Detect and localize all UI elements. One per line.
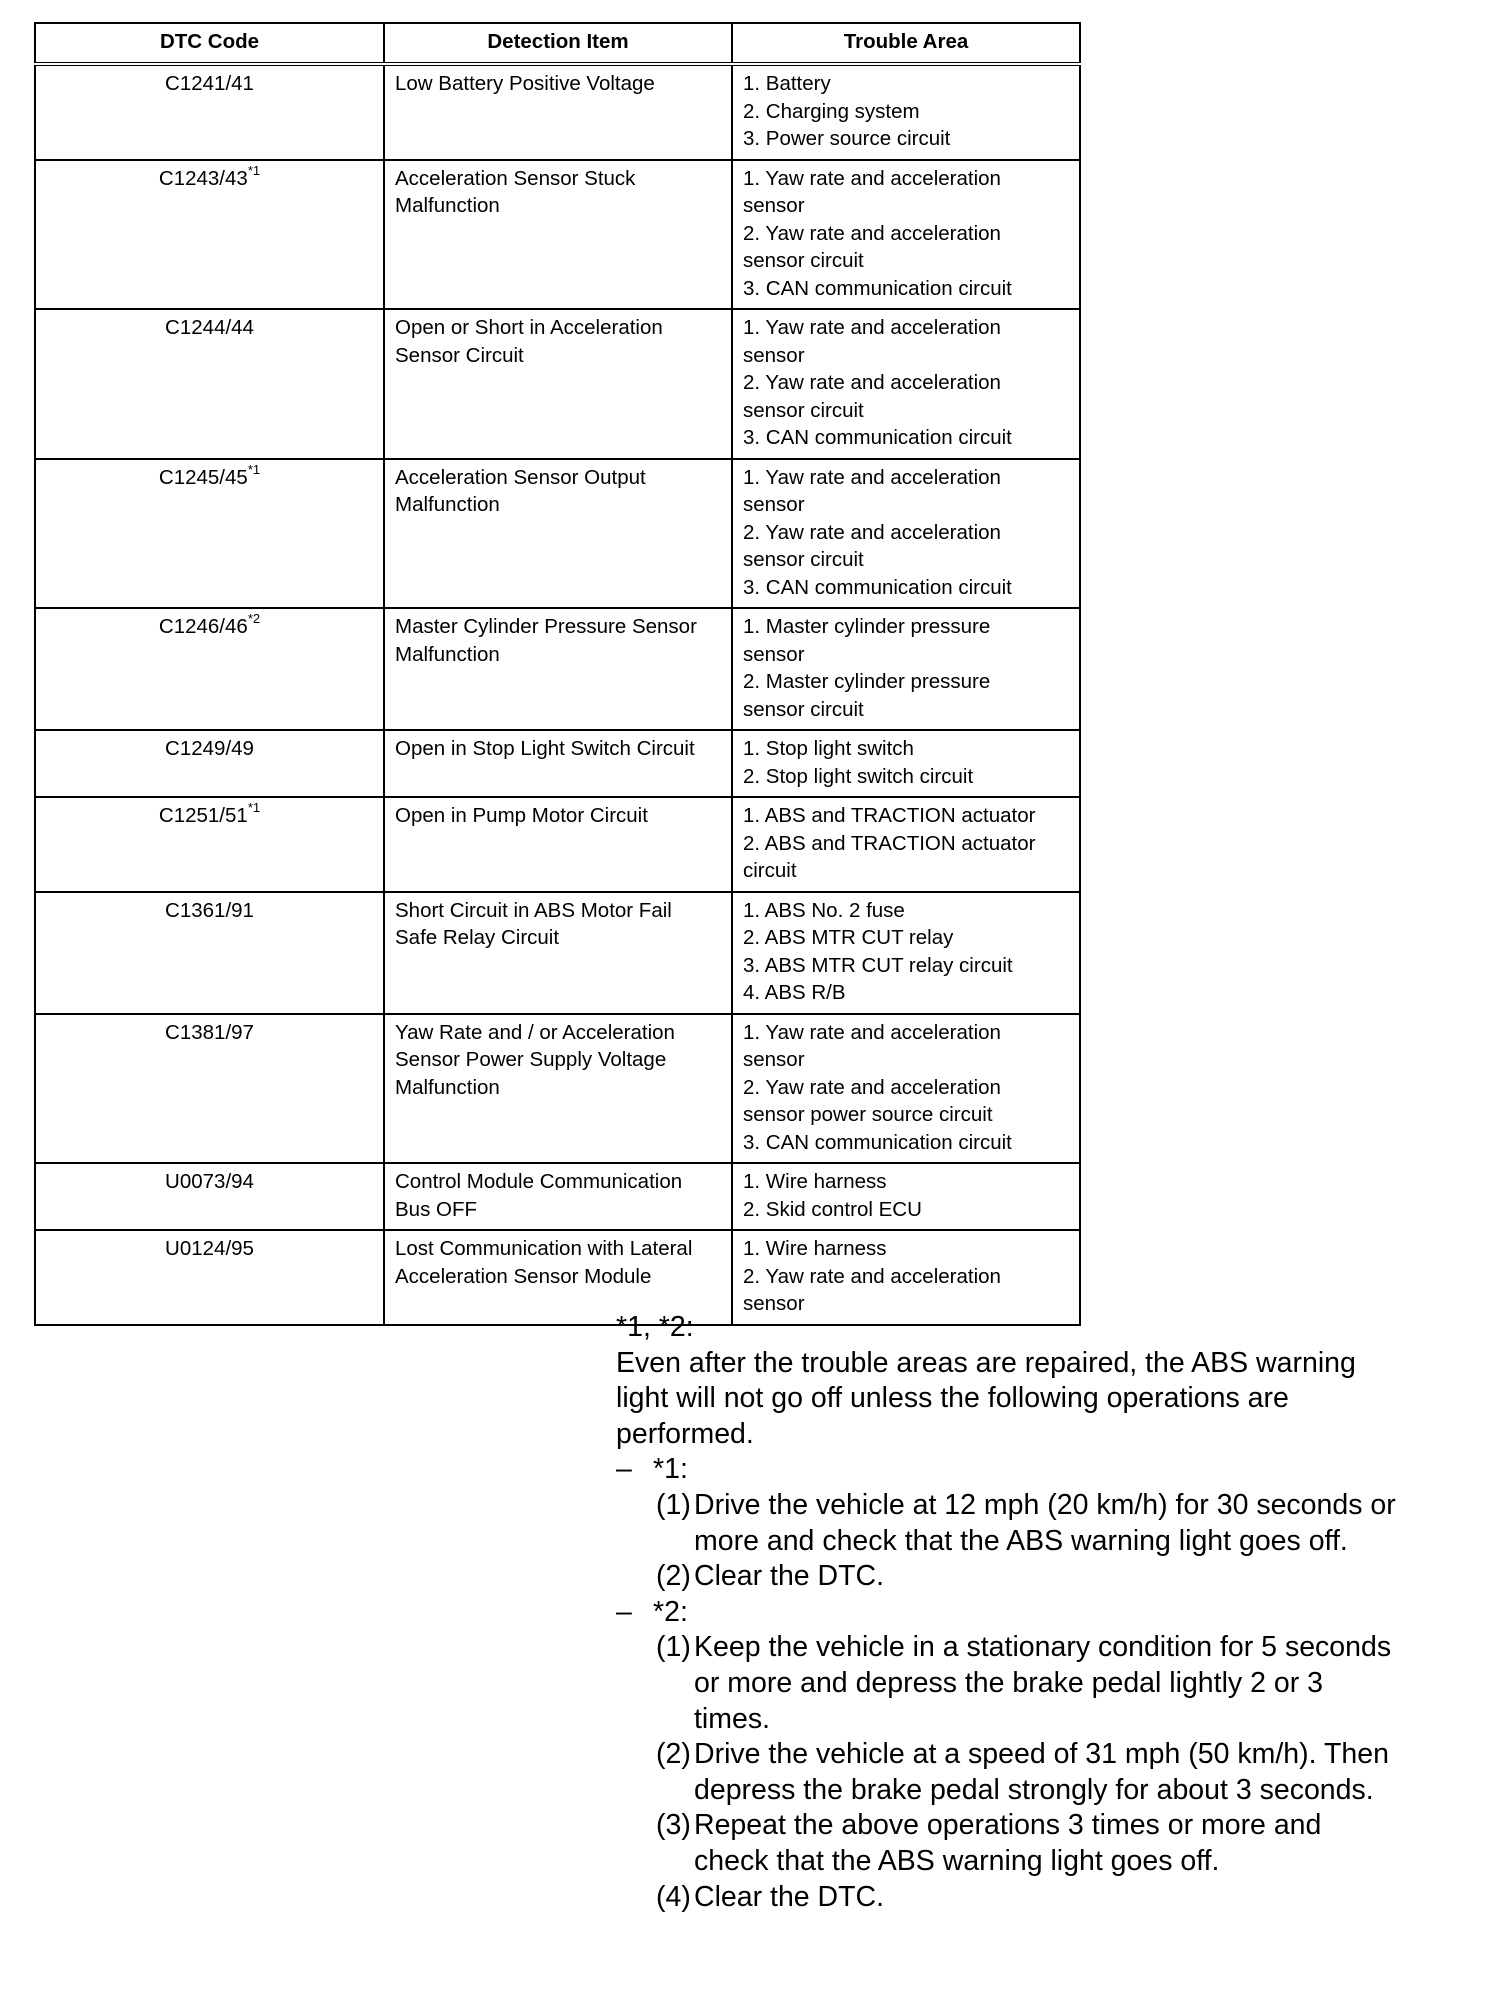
footnote-marker: *1 xyxy=(247,461,261,477)
procedure-step-line xyxy=(616,1808,1476,1844)
footnote-group xyxy=(616,1452,1476,1594)
detection-item-line: Yaw Rate and / or Acceleration xyxy=(395,1020,675,1044)
trouble-area-line: 2. Skid control ECU xyxy=(743,1197,922,1221)
step-number: (1) xyxy=(656,1488,691,1521)
table-header-row xyxy=(35,23,1080,64)
step-text: Clear the DTC. xyxy=(694,1560,885,1593)
dtc-code: C1244/44 xyxy=(165,316,254,339)
step-text: more and check that the ABS warning light goes off. xyxy=(694,1524,1348,1557)
detection-item-cell xyxy=(384,459,732,609)
footnote-group-label xyxy=(616,1452,1476,1488)
procedure-step-line xyxy=(616,1702,1476,1738)
footnote-intro-line: light will not go off unless the following operations are xyxy=(616,1382,1289,1415)
step-text: times. xyxy=(694,1702,771,1735)
footnote-group-marker: *1: xyxy=(653,1453,688,1486)
step-text: or more and depress the brake pedal lightly 2 or 3 xyxy=(694,1666,1323,1699)
detection-item-line: Short Circuit in ABS Motor Fail xyxy=(395,898,672,922)
detection-item-line: Safe Relay Circuit xyxy=(395,926,560,949)
procedure-step-line xyxy=(616,1737,1476,1773)
table-row xyxy=(35,459,1080,609)
step-text: Repeat the above operations 3 times or more and xyxy=(694,1809,1322,1842)
step-number: (2) xyxy=(656,1560,691,1593)
trouble-area-line: 1. Wire harness xyxy=(743,1170,887,1193)
procedure-step-line xyxy=(616,1524,1476,1560)
trouble-area-line: 1. Yaw rate and acceleration xyxy=(743,166,1001,190)
procedure-step-line xyxy=(616,1880,1476,1916)
trouble-area-line: 4. ABS R/B xyxy=(743,981,846,1004)
trouble-area-line: 3. ABS MTR CUT relay circuit xyxy=(743,953,1013,977)
trouble-area-line: 2. Yaw rate and acceleration xyxy=(743,1264,1001,1288)
trouble-area-cell xyxy=(732,892,1080,1014)
detection-item-cell xyxy=(384,160,732,310)
trouble-area-cell xyxy=(732,797,1080,892)
procedure-step-line xyxy=(616,1844,1476,1880)
detection-item-cell xyxy=(384,1014,732,1164)
dtc-code-cell xyxy=(35,459,384,609)
footnote-group-marker: *2: xyxy=(653,1595,688,1628)
trouble-area-line: sensor circuit xyxy=(743,548,864,571)
footnote-group-label xyxy=(616,1595,1476,1631)
step-text: Drive the vehicle at a speed of 31 mph (50 km/h). Then xyxy=(694,1738,1389,1771)
detection-item-cell xyxy=(384,309,732,459)
footnote-intro-line: performed. xyxy=(616,1417,754,1450)
footnote-intro-line: Even after the trouble areas are repaired, the ABS warning xyxy=(616,1346,1356,1379)
table-row xyxy=(35,730,1080,797)
step-text: Drive the vehicle at 12 mph (20 km/h) for 30 seconds or xyxy=(694,1488,1396,1521)
trouble-area-line: sensor xyxy=(743,1048,805,1071)
footnote-marker: *1 xyxy=(247,162,261,178)
detection-item-line: Master Cylinder Pressure Sensor xyxy=(395,615,697,638)
detection-item-line: Sensor Power Supply Voltage xyxy=(395,1048,667,1071)
detection-item-line: Malfunction xyxy=(395,493,500,516)
footnote-heading: *1, *2: xyxy=(616,1311,694,1343)
trouble-area-line: 3. CAN communication circuit xyxy=(743,575,1012,599)
table-row xyxy=(35,797,1080,892)
trouble-area-line: sensor power source circuit xyxy=(743,1103,993,1126)
trouble-area-cell xyxy=(732,64,1080,160)
trouble-area-line: 2. Stop light switch circuit xyxy=(743,764,974,788)
detection-item-line: Malfunction xyxy=(395,642,500,666)
trouble-area-line: sensor circuit xyxy=(743,398,864,422)
detection-item-line: Acceleration Sensor Stuck xyxy=(395,166,636,190)
procedure-step-line xyxy=(616,1488,1476,1524)
dtc-code-cell xyxy=(35,160,384,310)
footnote-marker: *2 xyxy=(247,611,261,627)
procedure-step-line xyxy=(616,1666,1476,1702)
procedure-step-line xyxy=(616,1630,1476,1666)
dtc-code: U0124/95 xyxy=(165,1237,254,1260)
detection-item-cell xyxy=(384,608,732,730)
detection-item-line: Open in Stop Light Switch Circuit xyxy=(395,737,695,760)
trouble-area-line: 2. ABS and TRACTION actuator xyxy=(743,831,1036,855)
dtc-code: C1245/45 xyxy=(158,465,248,489)
trouble-area-line: sensor circuit xyxy=(743,697,864,721)
trouble-area-line: 2. Yaw rate and acceleration xyxy=(743,520,1001,544)
trouble-area-line: sensor xyxy=(743,1292,805,1315)
table-row xyxy=(35,1014,1080,1164)
trouble-area-line: sensor circuit xyxy=(743,249,864,272)
trouble-area-line: 1. ABS No. 2 fuse xyxy=(743,898,905,922)
dtc-code: U0073/94 xyxy=(165,1170,254,1193)
footnote-groups xyxy=(616,1452,1476,1915)
step-text: depress the brake pedal strongly for about 3 seconds. xyxy=(694,1773,1374,1806)
trouble-area-line: 2. ABS MTR CUT relay xyxy=(743,926,954,949)
dtc-table-body xyxy=(35,64,1080,1325)
detection-item-cell xyxy=(384,892,732,1014)
footnote-group xyxy=(616,1595,1476,1915)
detection-item-line: Sensor Circuit xyxy=(395,343,524,367)
trouble-area-line: sensor xyxy=(743,343,805,367)
detection-item-line: Low Battery Positive Voltage xyxy=(395,72,655,95)
trouble-area-line: 1. Yaw rate and acceleration xyxy=(743,465,1001,489)
trouble-area-line: 1. Stop light switch xyxy=(743,737,914,760)
dtc-code-cell xyxy=(35,1230,384,1325)
detection-item-line: Open or Short in Acceleration xyxy=(395,316,663,339)
trouble-area-line: 2. Master cylinder pressure xyxy=(743,670,991,693)
step-text: check that the ABS warning light goes off. xyxy=(694,1844,1220,1877)
footnote-marker: *1 xyxy=(247,800,261,816)
detection-item-line: Acceleration Sensor Output xyxy=(395,465,646,489)
trouble-area-line: 1. ABS and TRACTION actuator xyxy=(743,804,1036,827)
dash-bullet: – xyxy=(616,1595,632,1628)
detection-item-cell xyxy=(384,64,732,160)
trouble-area-line: 1. Battery xyxy=(743,72,831,95)
dtc-code-cell xyxy=(35,892,384,1014)
trouble-area-line: circuit xyxy=(743,859,797,882)
table-row xyxy=(35,892,1080,1014)
trouble-area-line: sensor xyxy=(743,493,805,516)
header-detection-item: Detection Item xyxy=(384,23,732,64)
trouble-area-line: 2. Yaw rate and acceleration xyxy=(743,371,1001,394)
dtc-code: C1381/97 xyxy=(165,1020,254,1044)
table-row xyxy=(35,608,1080,730)
trouble-area-cell xyxy=(732,730,1080,797)
trouble-area-line: 3. CAN communication circuit xyxy=(743,426,1012,449)
step-number: (4) xyxy=(656,1880,691,1913)
trouble-area-cell xyxy=(732,1163,1080,1230)
trouble-area-cell xyxy=(732,459,1080,609)
header-trouble-area: Trouble Area xyxy=(732,23,1080,64)
dtc-code: C1246/46 xyxy=(158,615,248,638)
trouble-area-cell xyxy=(732,309,1080,459)
step-number: (3) xyxy=(656,1809,691,1842)
dtc-code-cell xyxy=(35,1163,384,1230)
procedure-step-line xyxy=(616,1773,1476,1809)
dtc-code-cell xyxy=(35,64,384,160)
trouble-area-line: 3. Power source circuit xyxy=(743,127,951,150)
dtc-code-cell xyxy=(35,309,384,459)
trouble-area-cell xyxy=(732,1014,1080,1164)
dtc-code: C1241/41 xyxy=(165,72,254,95)
dtc-table xyxy=(34,22,1081,1326)
trouble-area-cell xyxy=(732,608,1080,730)
dtc-code: C1251/51 xyxy=(158,804,248,827)
detection-item-line: Lost Communication with Lateral xyxy=(395,1237,693,1260)
dtc-code-cell xyxy=(35,1014,384,1164)
dtc-code: C1361/91 xyxy=(165,898,254,922)
detection-item-line: Malfunction xyxy=(395,194,500,217)
trouble-area-line: 2. Yaw rate and acceleration xyxy=(743,1075,1001,1099)
detection-item-cell xyxy=(384,797,732,892)
table-row xyxy=(35,309,1080,459)
trouble-area-line: 1. Yaw rate and acceleration xyxy=(743,1020,1001,1044)
detection-item-line: Control Module Communication xyxy=(395,1170,683,1193)
detection-item-line: Open in Pump Motor Circuit xyxy=(395,804,648,827)
table-row xyxy=(35,1163,1080,1230)
detection-item-line: Malfunction xyxy=(395,1075,500,1099)
dash-bullet: – xyxy=(616,1453,632,1486)
trouble-area-line: 1. Wire harness xyxy=(743,1237,887,1260)
trouble-area-line: 1. Master cylinder pressure xyxy=(743,615,991,638)
header-dtc-code: DTC Code xyxy=(35,23,384,64)
trouble-area-cell xyxy=(732,160,1080,310)
trouble-area-line: 3. CAN communication circuit xyxy=(743,276,1012,300)
trouble-area-line: 2. Yaw rate and acceleration xyxy=(743,221,1001,245)
step-text: Keep the vehicle in a stationary condition for 5 seconds xyxy=(694,1631,1392,1664)
table-row xyxy=(35,160,1080,310)
detection-item-cell xyxy=(384,1163,732,1230)
step-text: Clear the DTC. xyxy=(694,1880,885,1913)
footnotes xyxy=(616,1310,1476,1915)
trouble-area-line: sensor xyxy=(743,642,805,666)
dtc-code: C1249/49 xyxy=(165,737,254,760)
detection-item-cell xyxy=(384,730,732,797)
step-number: (1) xyxy=(656,1631,691,1664)
trouble-area-line: 3. CAN communication circuit xyxy=(743,1130,1012,1154)
dtc-code-cell xyxy=(35,797,384,892)
detection-item-line: Bus OFF xyxy=(395,1197,478,1221)
trouble-area-line: 2. Charging system xyxy=(743,99,920,123)
dtc-code-cell xyxy=(35,730,384,797)
dtc-code: C1243/43 xyxy=(158,166,248,190)
detection-item-line: Acceleration Sensor Module xyxy=(395,1264,652,1288)
table-row xyxy=(35,64,1080,160)
procedure-step-line xyxy=(616,1559,1476,1595)
dtc-code-cell xyxy=(35,608,384,730)
step-number: (2) xyxy=(656,1738,691,1771)
trouble-area-line: sensor xyxy=(743,194,805,217)
trouble-area-line: 1. Yaw rate and acceleration xyxy=(743,316,1001,339)
